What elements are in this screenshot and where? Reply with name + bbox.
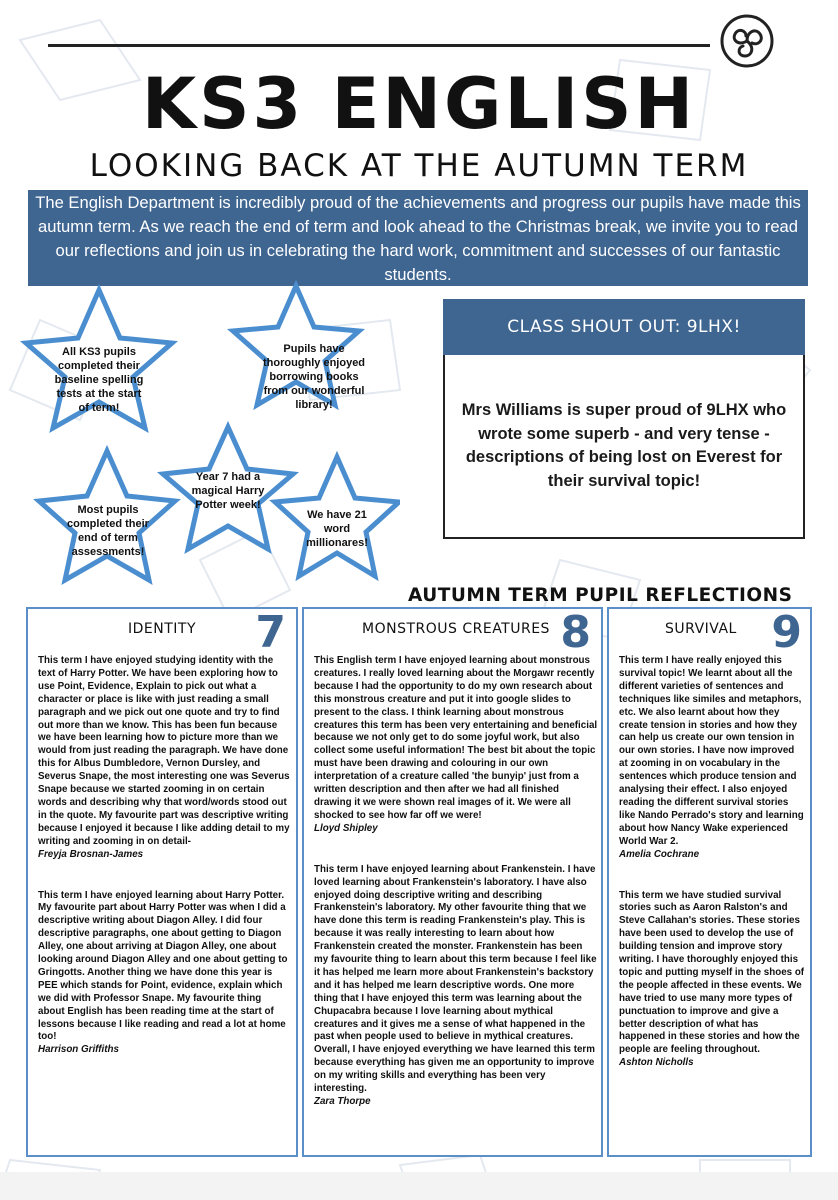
star-text-3: Year 7 had a magical Harry Potter week! [191,471,265,511]
bottom-strip [0,1172,838,1200]
reflection-entry [314,655,598,836]
year-number: 8 [560,607,591,658]
shout-out-title: CLASS SHOUT OUT: 9LHX! [443,299,805,355]
column-identity [26,607,298,1157]
year-number: 9 [771,607,802,658]
reflection-text: This term I have enjoyed learning about Harry Potter. My favourite part about Harry Potter was when I did a descriptive writing about Diagon Alley. I did four descriptive paragraphs, one about getting to Diagon Alley, one about arriving at Diagon Alley, one about looking around Diagon Alley and one about getting to Gringotts. Another thing we have done this year is PEE which stands for Point, evidence, explain which we did with Professor Snape. My favourite thing about English has been reading time at the start of lessons because I like reading and read a lot at home too! [38,889,288,1043]
column-title: MONSTROUS CREATURES [362,621,550,637]
page-title: KS3 ENGLISH [141,63,697,145]
column-title: IDENTITY [127,621,196,637]
reflection-author: Harrison Griffiths [38,1044,119,1056]
reflection-author: Ashton Nicholls [619,1057,694,1069]
reflection-entry [619,890,805,1071]
reflection-author: Freyja Brosnan-James [38,848,144,860]
reflection-entry [619,655,805,862]
reflection-author: Zara Thorpe [314,1096,371,1107]
column-body [38,655,290,1085]
column-title: SURVIVAL [665,621,737,637]
top-rule [48,44,710,47]
column-survival [607,607,812,1157]
reflection-text: This term we have studied survival stories such as Aaron Ralston's and Steve Callahan's stories. These stories have been used to develop the use of building tension and improve story writing. I have thoroughly enjoyed this topic and putting myself in the shoes of the people affected in these events. We have tried to use many more types of punctuation to improve and give a better description of what has happened in these stories and how the people are feeling throughout. [619,889,805,1056]
column-body [619,655,805,1098]
intro-banner: The English Department is incredibly proud of the achievements and progress our pupils have made this autumn term. As we reach the end of term and look ahead to the Christmas break, we invite you to read our reflections and join us in celebrating the hard work, commitment and successes of our fantastic students. [28,190,808,286]
star-text-4: Most pupils completed their end of term assessments! [67,504,149,558]
reflection-text: This term I have enjoyed learning about Frankenstein. I have loved learning about Frankenstein's laboratory. I have also enjoyed doing descriptive writing and describing Frankenstein's laboratory. My other favourite thing that we have done this term is reading Frankenstein's play. This is because it was really interesting to learn about how Frankenstein created the monster. Frankenstein has been my favourite thing to learn about this term because I feel like it has helped me learn more about Frankenstein's backstory and it has helped me learn descriptive words. One more thing that I have enjoyed this term was learning about the Chupacabra because I love learning about mythical creatures and it gives me a sense of what happened in the past when people used to believe in mythical creatures. Overall, I have enjoyed everything we have learned this term because everything has given me an opportunity to improve on my writing skills and everything has been very interesting. [314,863,597,1095]
reflection-text: This term I have really enjoyed this survival topic! We learnt about all the different varieties of sentences and techniques like similes and metaphors, etc. We also learnt about how they create tension in stories and how they can help us create our own tension in our own stories. I have now improved at zooming in on vocabulary in the sentences which produce tension and analysing their effect. I also enjoyed reading the different survival stories like Nando Perrado's story and learning about how Nancy Wake experienced World War 2. [619,655,804,847]
column-body [314,655,598,1137]
reflections-heading: AUTUMN TERM PUPIL REFLECTIONS [408,585,793,606]
year-number: 7 [255,607,286,658]
star-text-2: Pupils have thoroughly enjoyed borrowing books from our wonderful library! [262,343,366,411]
reflection-author: Amelia Cochrane [619,848,700,860]
star-text-5: We have 21 word millionares! [306,509,368,549]
reflection-entry [314,864,598,1109]
reflection-text: This English term I have enjoyed learning about monstrous creatures. I really loved learning about the Morgawr recently because I had the opportunity to do my own research about this monstrous creature and put it into google slides to present to the class. I think learning about monstrous creatures this term has been very entertaining and beneficial because we not only get to do some joyful work, but also collect some useful information! The best bit about the topic must have been drawing and colouring in our own interpretation of a creature called 'the bunyip' just from a written description and then after we had all finished drawing it we were shown real images of it. We were all shocked to see how far off we were! [314,655,598,821]
reflection-text: This term I have enjoyed studying identity with the text of Harry Potter. We have been exploring how to use Point, Evidence, Explain to pick out what a character or place is like with just reading a small paragraph and we pick out one quote and try to find out more than we know. This has been fun because we have been learning how to picture more than we would from just reading the paragraph. We have done this for Albus Dumbledore, Vernon Dursley, and Severus Snape, the most interesting one was Severus Snape because we started zooming in on certain words and describing why that word/words stood out in the quote. My favourite part was descriptive writing because I enjoyed it because I like adding detail to my writing and zooming in on detail- [38,655,290,847]
achievement-stars [0,280,400,610]
reflection-entry [38,655,290,862]
reflection-entry [38,890,290,1058]
page-subtitle: LOOKING BACK AT THE AUTUMN TERM [89,148,749,184]
column-monstrous-creatures [302,607,603,1157]
shout-out-text: Mrs Williams is super proud of 9LHX who wrote some superb - and very tense - descriptions of being lost on Everest for their survival topic! [461,401,787,490]
star-text-1: All KS3 pupils completed their baseline spelling tests at the start of term! [54,346,144,414]
reflection-author: Lloyd Shipley [314,822,378,834]
